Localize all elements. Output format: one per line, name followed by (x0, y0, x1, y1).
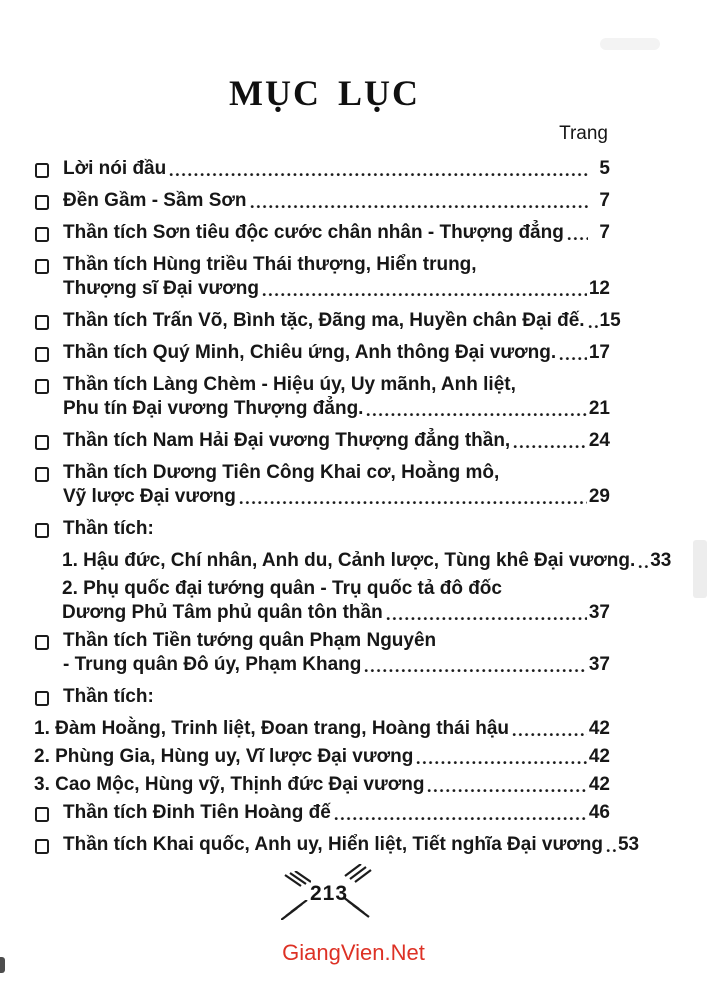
toc-entry-content (34, 745, 610, 769)
toc-entry-line (63, 461, 610, 485)
checkbox-bullet-icon (35, 839, 49, 854)
toc-entry-line (63, 373, 610, 397)
checkbox-bullet-icon (35, 467, 49, 482)
dot-leader (567, 236, 588, 241)
toc-entry (34, 157, 610, 181)
toc-entry-text: 1. Đàm Hoằng, Trinh liệt, Đoan trang, Hoàng thái hậu (34, 718, 510, 739)
toc-entry-text: Thần tích: (63, 518, 154, 539)
toc-entry (34, 801, 610, 825)
toc-entry-text: 1. Hậu đức, Chí nhân, Anh du, Cảnh lược, Tùng khê Đại vương. (62, 550, 636, 571)
toc-entry-line (62, 601, 610, 625)
dot-leader (366, 412, 586, 417)
toc-entry (34, 833, 640, 857)
toc-entry-line (63, 341, 610, 365)
toc-page-number: 33 (650, 550, 672, 571)
toc-entry-text: Lời nói đầu (63, 158, 167, 179)
hatch-marks-icon (283, 871, 311, 891)
toc-entry-text: Thần tích Khai quốc, Anh uy, Hiển liệt, Tiết nghĩa Đại vương (63, 834, 603, 855)
checkbox-bullet-icon (35, 315, 49, 330)
toc-page-number: 21 (588, 398, 610, 419)
toc-page-number: 15 (599, 310, 621, 331)
dot-leader (262, 292, 587, 297)
checkbox-bullet-icon (35, 347, 49, 362)
toc-entry-content (63, 517, 610, 541)
dot-leader (588, 324, 598, 329)
toc-entry (34, 517, 610, 541)
toc-entry-line (63, 189, 610, 213)
toc-entry-line (63, 397, 610, 421)
toc-entry-content (62, 549, 672, 573)
toc-entry (62, 549, 672, 573)
dot-leader (513, 444, 587, 449)
toc-entry-line (63, 685, 610, 709)
toc-entry-line (63, 429, 610, 453)
toc-page-number: 42 (588, 746, 610, 767)
watermark-text: GiangVien.Net (282, 940, 425, 965)
toc-entry (34, 341, 610, 365)
toc-entry-line (63, 253, 610, 277)
toc-page-number: 7 (599, 190, 610, 211)
toc-page-number: 42 (588, 718, 610, 739)
toc-entry-content (63, 629, 610, 677)
toc-entry-content (63, 429, 610, 453)
hatch-marks-icon (281, 900, 309, 920)
toc-entry-content (63, 341, 610, 365)
toc-entry-line (63, 629, 610, 653)
toc-page-number: 37 (588, 654, 610, 675)
toc-entry-text: 3. Cao Mộc, Hùng vỹ, Thịnh đức Đại vương (34, 774, 425, 795)
toc-page-number: 5 (599, 158, 610, 179)
page-number-ornament (281, 864, 381, 924)
toc-entry-content (62, 577, 610, 625)
toc-entry-content (63, 685, 610, 709)
toc-list (34, 157, 672, 857)
toc-page-number: 37 (588, 602, 610, 623)
checkbox-bullet-icon (35, 523, 49, 538)
toc-entry-text: Thần tích Dương Tiên Công Khai cơ, Hoằng mô, (63, 462, 500, 483)
dot-leader (512, 732, 587, 737)
toc-entry (34, 629, 610, 677)
book-page-number: 213 (310, 882, 349, 905)
toc-entry-content (63, 833, 640, 857)
toc-entry-line (63, 277, 610, 301)
toc-entry-content (34, 773, 610, 797)
toc-entry (34, 309, 621, 333)
toc-entry-text: Thần tích Làng Chèm - Hiệu úy, Uy mãnh, Anh liệt, (63, 374, 516, 395)
page-column-label: Trang (559, 123, 608, 144)
toc-entry-line (63, 485, 610, 509)
toc-entry-line (63, 801, 610, 825)
checkbox-bullet-icon (35, 691, 49, 706)
toc-page-number: 17 (588, 342, 610, 363)
dot-leader (559, 356, 587, 361)
dot-leader (239, 500, 587, 505)
toc-entry (34, 373, 610, 421)
checkbox-bullet-icon (35, 379, 49, 394)
toc-page-number: 53 (617, 834, 640, 855)
dot-leader (386, 616, 587, 621)
toc-entry-content (34, 717, 610, 741)
dot-leader (250, 204, 589, 209)
toc-entry-line (62, 549, 672, 573)
checkbox-bullet-icon (35, 435, 49, 450)
toc-entry-content (63, 253, 610, 301)
toc-entry (34, 717, 610, 741)
toc-entry (34, 221, 610, 245)
toc-entry-line (34, 717, 610, 741)
toc-entry-line (63, 221, 610, 245)
checkbox-bullet-icon (35, 259, 49, 274)
toc-entry-line (63, 309, 621, 333)
toc-entry-content (63, 461, 610, 509)
toc-entry-content (63, 157, 610, 181)
toc-entry-text: Thần tích Đinh Tiên Hoàng đế (63, 802, 331, 823)
toc-entry-text: Thần tích: (63, 686, 154, 707)
toc-entry-content (63, 373, 610, 421)
dot-leader (427, 788, 586, 793)
dot-leader (606, 848, 616, 853)
toc-entry-text: 2. Phùng Gia, Hùng uy, Vĩ lược Đại vương (34, 746, 414, 767)
toc-entry-line (63, 517, 610, 541)
checkbox-bullet-icon (35, 227, 49, 242)
scan-artifact (600, 38, 660, 50)
toc-entry (62, 577, 610, 625)
toc-entry-line (63, 833, 640, 857)
toc-entry-text: Vỹ lược Đại vương (63, 486, 236, 507)
toc-entry-text: Thần tích Sơn tiêu độc cước chân nhân - Thượng đẳng (63, 222, 564, 243)
checkbox-bullet-icon (35, 195, 49, 210)
toc-entry-line (62, 577, 610, 601)
toc-entry-text: Thượng sĩ Đại vương (63, 278, 259, 299)
toc-entry (34, 745, 610, 769)
toc-entry-text: 2. Phụ quốc đại tướng quân - Trụ quốc tả đô đốc (62, 578, 502, 599)
toc-entry-text: Thần tích Tiền tướng quân Phạm Nguyên (63, 630, 437, 651)
toc-entry-text: Đền Gầm - Sầm Sơn (63, 190, 247, 211)
toc-entry-text: Phu tín Đại vương Thượng đẳng. (63, 398, 364, 419)
toc-entry-line (63, 653, 610, 677)
toc-entry-text: Thần tích Nam Hải Đại vương Thượng đẳng thần, (63, 430, 511, 451)
toc-entry (34, 189, 610, 213)
toc-page-number: 46 (588, 802, 610, 823)
scan-artifact (0, 957, 5, 973)
toc-page-number: 7 (599, 222, 610, 243)
dot-leader (638, 564, 648, 569)
toc-page-number: 42 (588, 774, 610, 795)
toc-entry-line (34, 773, 610, 797)
toc-entry (34, 461, 610, 509)
checkbox-bullet-icon (35, 807, 49, 822)
toc-entry-content (63, 801, 610, 825)
toc-entry-text: Thần tích Quý Minh, Chiêu ứng, Anh thông Đại vương. (63, 342, 557, 363)
toc-page-number: 29 (588, 486, 610, 507)
toc-entry-content (63, 221, 610, 245)
toc-entry-line (63, 157, 610, 181)
toc-entry-text: Thần tích Hùng triều Thái thượng, Hiển trung, (63, 254, 477, 275)
dot-leader (334, 816, 587, 821)
page-column-header (0, 123, 608, 145)
dot-leader (416, 760, 587, 765)
checkbox-bullet-icon (35, 163, 49, 178)
toc-entry (34, 253, 610, 301)
page-title: MỤC LỤC (229, 73, 420, 113)
toc-entry (34, 429, 610, 453)
dot-leader (169, 172, 588, 177)
scan-artifact (693, 540, 707, 598)
checkbox-bullet-icon (35, 635, 49, 650)
toc-entry-content (63, 309, 621, 333)
toc-entry (34, 685, 610, 709)
toc-entry-content (63, 189, 610, 213)
toc-entry-text: Dương Phủ Tâm phủ quân tôn thần (62, 602, 383, 623)
toc-entry-line (34, 745, 610, 769)
toc-page-number: 12 (588, 278, 610, 299)
toc-entry-text: Thần tích Trấn Võ, Bình tặc, Đãng ma, Huyền chân Đại đế. (63, 310, 585, 331)
toc-page-number: 24 (588, 430, 610, 451)
toc-entry (34, 773, 610, 797)
dot-leader (364, 668, 586, 673)
toc-entry-text: - Trung quân Đô úy, Phạm Khang (63, 654, 362, 675)
